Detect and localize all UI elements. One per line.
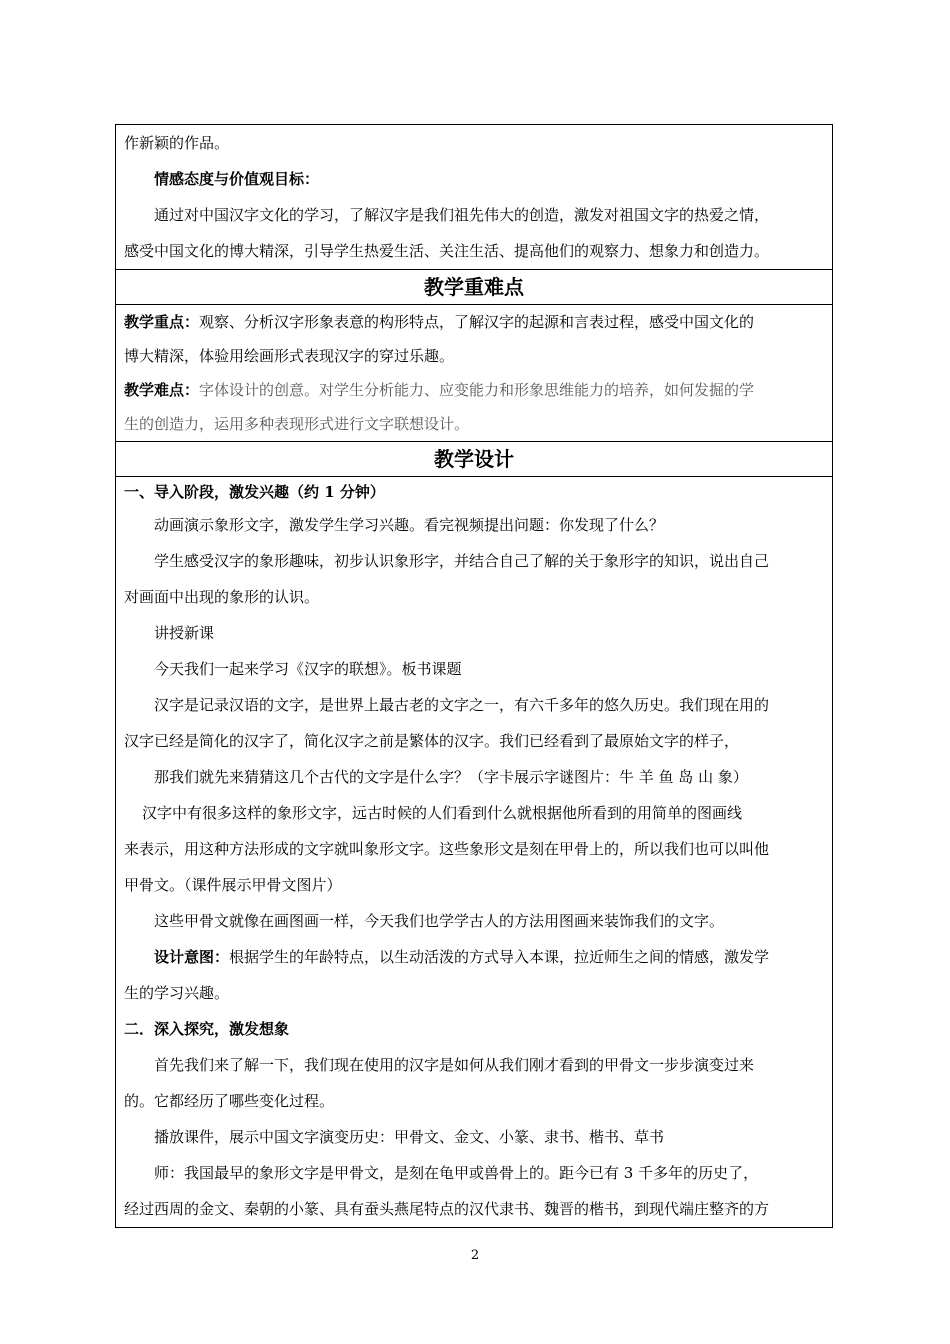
design-paragraph: 的。它都经历了哪些变化过程。 (124, 1092, 335, 1110)
design-paragraph: 对画面中出现的象形的认识。 (124, 588, 320, 606)
teaching-focus-line-1 (124, 305, 824, 339)
key-points-row (116, 305, 833, 442)
teaching-focus-line-2: 博大精深，体验用绘画形式表现汉字的穿过乐趣。 (124, 347, 455, 365)
design-paragraph: 播放课件，展示中国文字演变历史：甲骨文、金文、小篆、隶书、楷书、草书 (154, 1128, 665, 1146)
goals-line-1: 作新颖的作品。 (124, 134, 230, 152)
design-intent-line-1 (124, 939, 824, 975)
design-paragraph: 这些甲骨文就像在画图画一样，今天我们也学学古人的方法用图画来装饰我们的文字。 (154, 912, 725, 930)
goals-row (116, 125, 833, 270)
teaching-focus-text: 观察、分析汉字形象表意的构形特点，了解汉字的起源和言表过程，感受中国文化的 (199, 313, 755, 331)
design-paragraph: 汉字中有很多这样的象形文字，远古时候的人们看到什么就根据他所看到的用简单的图画线 (142, 804, 743, 822)
design-paragraph: 汉字已经是简化的汉字了，简化汉字之前是繁体的汉字。我们已经看到了最原始文字的样子， (124, 732, 740, 750)
design-heading: 教学设计 (116, 442, 833, 477)
design-paragraph: 汉字是记录汉语的文字，是世界上最古老的文字之一，有六千多年的悠久历史。我们现在用的 (154, 696, 770, 714)
key-points-heading: 教学重难点 (116, 270, 833, 305)
design-paragraph: 师：我国最早的象形文字是甲骨文，是刻在龟甲或兽骨上的。距今已有 3 千多年的历史了， (154, 1164, 759, 1182)
design-paragraph: 讲授新课 (154, 624, 215, 642)
emotion-goal-line-1: 通过对中国汉字文化的学习，了解汉字是我们祖先伟大的创造，激发对祖国文字的热爱之情， (154, 206, 770, 224)
design-paragraph: 今天我们一起来学习《汉字的联想》。板书课题 (154, 660, 462, 678)
design-paragraph: 经过西周的金文、秦朝的小篆、具有蚕头燕尾特点的汉代隶书、魏晋的楷书，到现代端庄整齐的方 (124, 1200, 770, 1218)
design-heading-row (116, 442, 833, 477)
design-paragraph: 学生感受汉字的象形趣味，初步认识象形字，并结合自己了解的关于象形字的知识，说出自己 (154, 552, 770, 570)
key-points-cell (116, 305, 833, 442)
teaching-difficulty-label: 教学难点： (124, 381, 200, 399)
design-intent-line-2: 生的学习兴趣。 (124, 984, 230, 1002)
design-intent-label: 设计意图： (154, 948, 230, 966)
teaching-difficulty-text: 字体设计的创意。对学生分析能力、应变能力和形象思维能力的培养，如何发掘的学 (199, 381, 755, 399)
emotion-goal-line-2: 感受中国文化的博大精深，引导学生热爱生活、关注生活、提高他们的观察力、想象力和创造力。 (124, 242, 770, 260)
part1-title: 一、导入阶段，激发兴趣（约 1 分钟） (124, 483, 385, 501)
design-paragraph: 动画演示象形文字，激发学生学习兴趣。看完视频提出问题：你发现了什么？ (154, 516, 665, 534)
design-paragraph: 首先我们来了解一下，我们现在使用的汉字是如何从我们刚才看到的甲骨文一步步演变过来 (154, 1056, 755, 1074)
design-intent-text: 根据学生的年龄特点，以生动活泼的方式导入本课，拉近师生之间的情感，激发学 (229, 948, 770, 966)
teaching-difficulty-line-2: 生的创造力，运用多种表现形式进行文字联想设计。 (124, 415, 470, 433)
design-paragraph: 甲骨文。（课件展示甲骨文图片） (124, 876, 342, 894)
teaching-focus-label: 教学重点： (124, 313, 200, 331)
design-paragraph: 那我们就先来猜猜这几个古代的文字是什么字？（字卡展示字谜图片：牛 羊 鱼 岛 山 象） (154, 768, 748, 786)
design-row (116, 477, 833, 1228)
goals-cell (116, 125, 833, 270)
key-points-heading-row (116, 270, 833, 305)
design-cell (116, 477, 833, 1228)
emotion-goal-heading: 情感态度与价值观目标： (154, 170, 320, 188)
lesson-plan-table (115, 124, 833, 1228)
page-number: 2 (470, 1248, 480, 1263)
design-paragraph: 来表示，用这种方法形成的文字就叫象形文字。这些象形文是刻在甲骨上的，所以我们也可以叫他 (124, 840, 770, 858)
part2-title: 二．深入探究，激发想象 (124, 1020, 290, 1038)
teaching-difficulty-line-1 (124, 373, 824, 407)
